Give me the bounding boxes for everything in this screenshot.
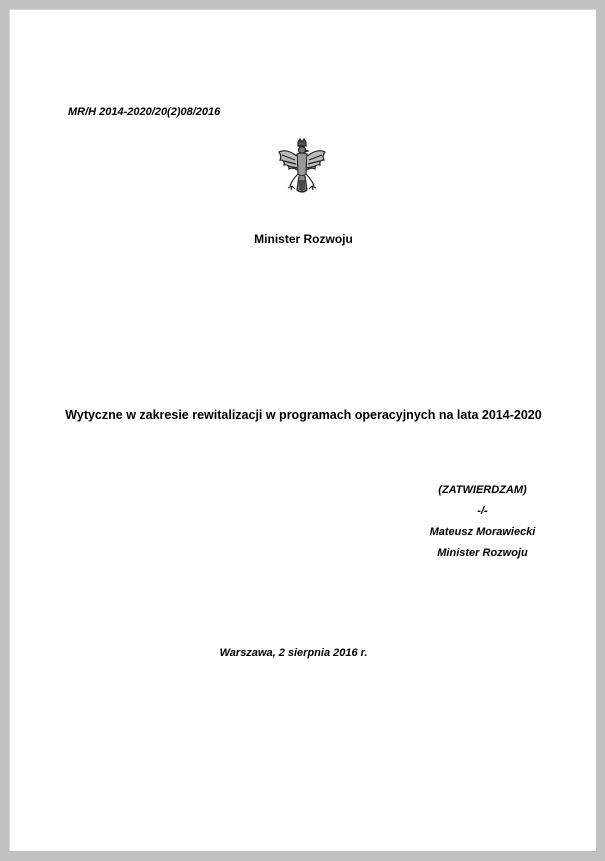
- place-date: Warszawa, 2 sierpnia 2016 r.: [219, 647, 368, 659]
- signature-mark: -/-: [477, 505, 488, 517]
- reference-number: MR/H 2014-2020/20(2)08/2016: [68, 106, 221, 118]
- document-title: Wytyczne w zakresie rewitalizacji w programach operacyjnych na lata 2014-2020: [65, 408, 542, 422]
- issuer-heading: Minister Rozwoju: [254, 232, 353, 246]
- approval-block: [410, 480, 555, 564]
- signatory-name: Mateusz Morawiecki: [429, 526, 536, 538]
- signatory-position: Minister Rozwoju: [437, 547, 528, 559]
- document-page: [9, 9, 596, 851]
- approval-status: (ZATWIERDZAM): [438, 484, 527, 496]
- polish-eagle-icon: [276, 138, 328, 200]
